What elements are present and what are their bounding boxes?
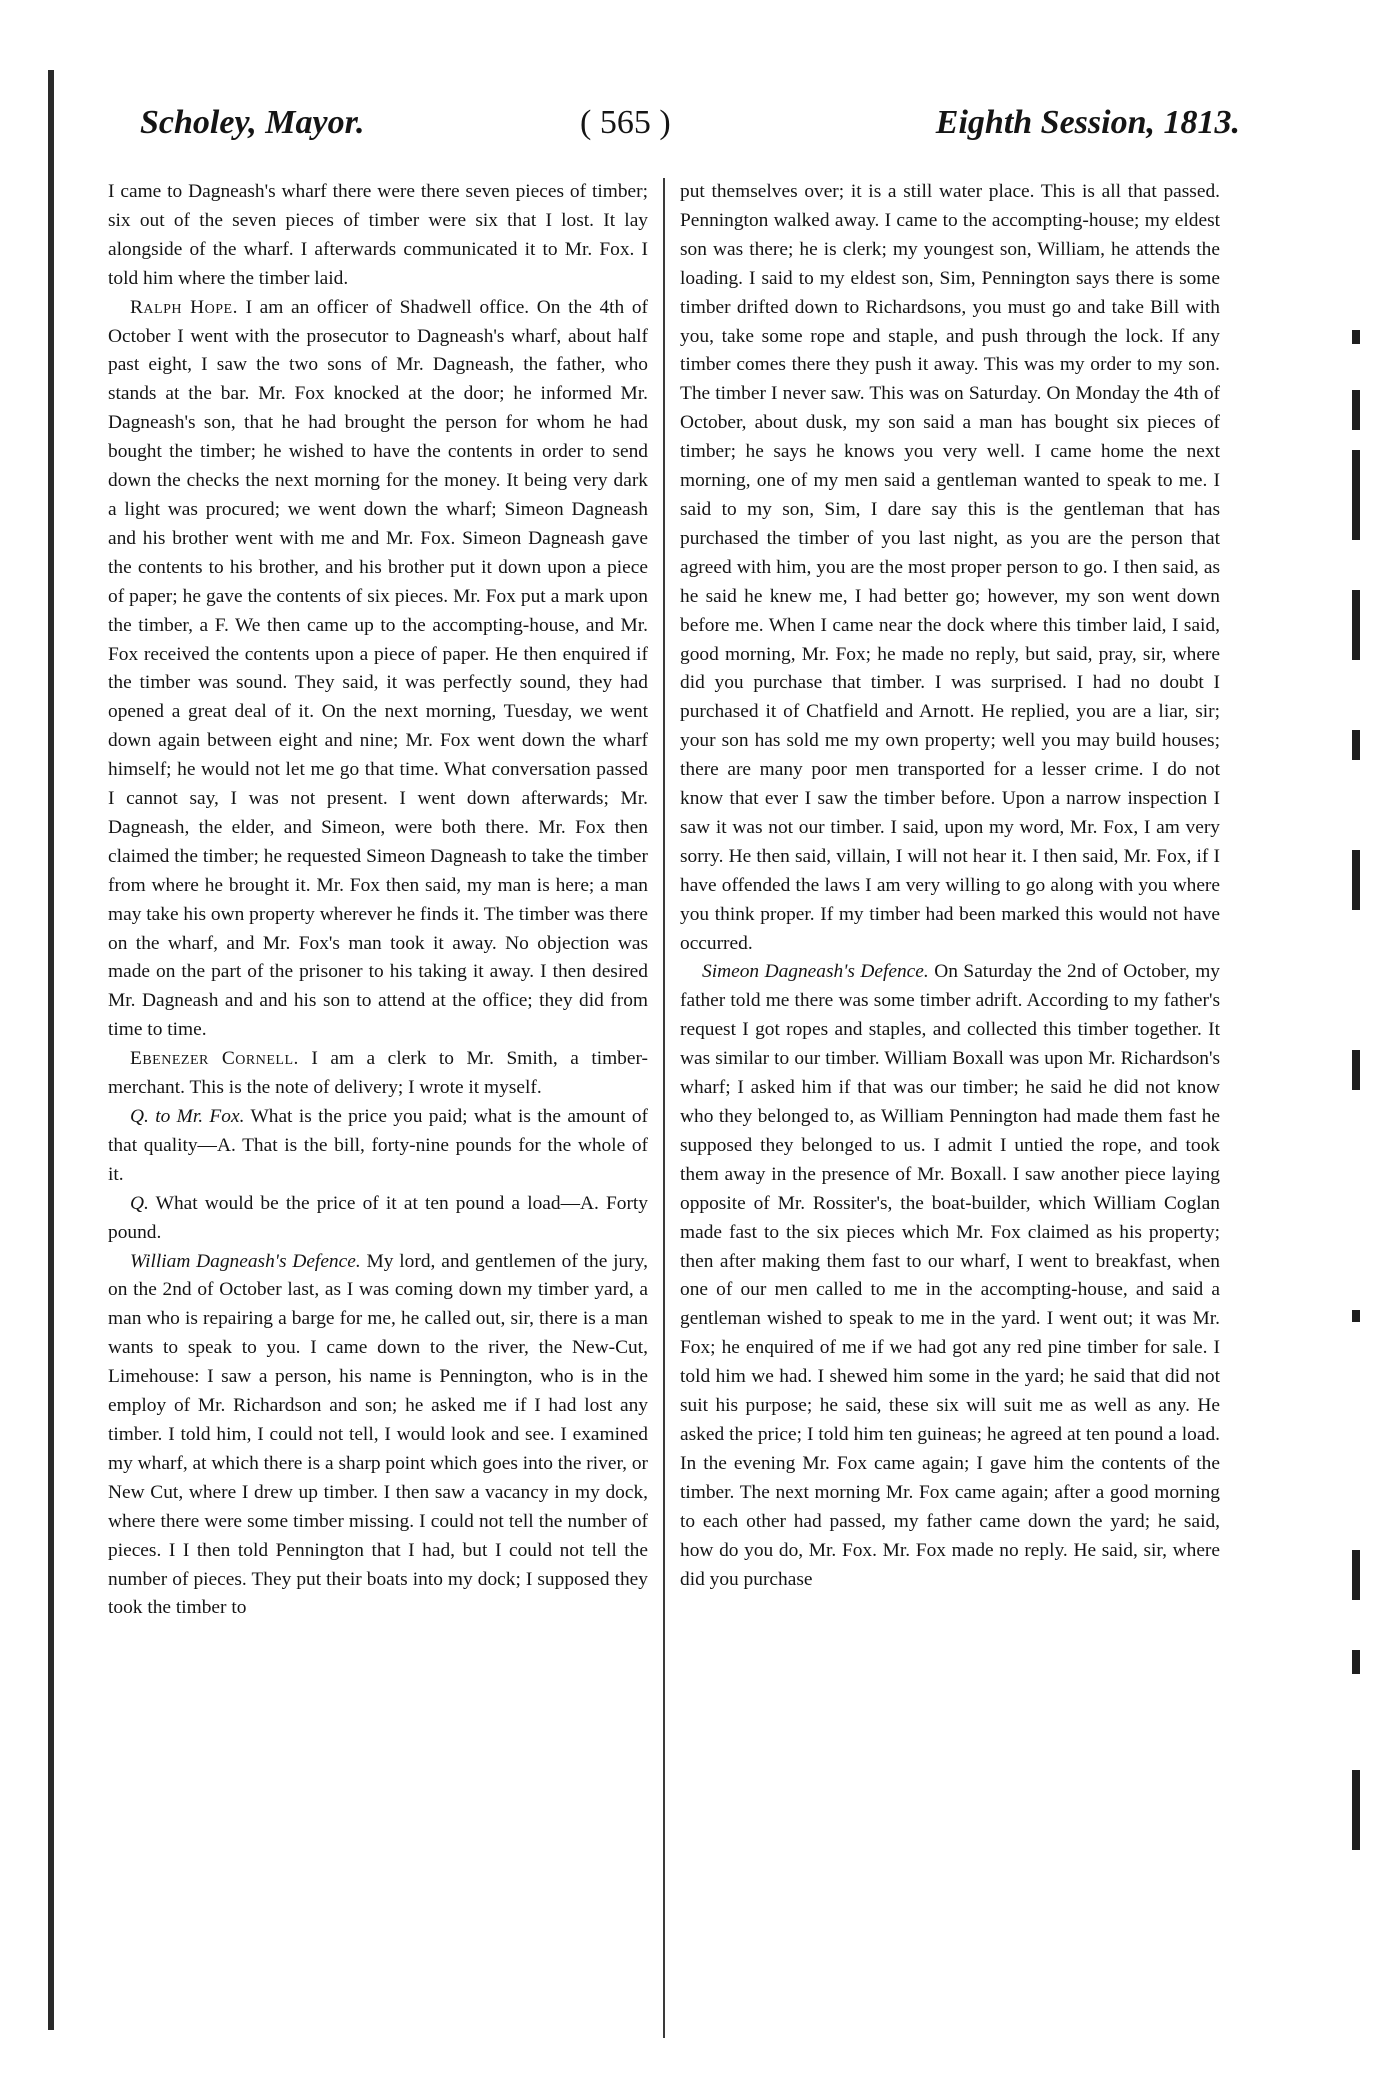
paragraph-text: I am a clerk to Mr. Smith, a timber-merchant. This is the note of delivery; I wrote it myself. [108, 1048, 649, 1099]
paragraph [108, 178, 648, 294]
speaker-name: Ebenezer Cornell. [130, 1048, 299, 1070]
paragraph [108, 1190, 648, 1248]
header-right: Eighth Session, 1813. [935, 104, 1240, 141]
defence-label: Simeon Dagneash's Defence. [702, 961, 929, 983]
scan-mark [1352, 730, 1360, 760]
defence-label: William Dagneash's Defence. [130, 1250, 361, 1272]
scan-mark [1352, 330, 1360, 344]
left-column [108, 178, 648, 2038]
scan-mark [1352, 1650, 1360, 1674]
scan-mark [1352, 450, 1360, 540]
scan-mark [1352, 850, 1360, 910]
paragraph-text: My lord, and gentlemen of the jury, on the 2nd of October last, as I was coming down my timber yard, a man who is repairing a barge for me, he called out, sir, there is a man wants to speak to you. I came down to the river, the New-Cut, Limehouse: I saw a person, his name is Pennington, who is in the employ of Mr. Richardson and son; he asked me if I had lost any timber. I told him, I could not tell, I would look and see. I examined my wharf, at which there is a sharp point which goes into the river, or New Cut, where I drew up timber. I then saw a vacancy in my dock, where there were some timber missing. I could not tell the number of pieces. I I then told Pennington that I had, but I could not tell the number of pieces. They put their boats into my dock; I supposed they took the timber to [108, 1250, 648, 1619]
paragraph-text: What would be the price of it at ten pound a load—A. Forty pound. [108, 1192, 648, 1243]
text-columns [108, 178, 1250, 2038]
paragraph [108, 1248, 648, 1624]
paragraph-text: I am an officer of Shadwell office. On the 4th of October I went with the prosecutor to Dagneash's wharf, about half past eight, I saw the two sons of Mr. Dagneash, the father, who stands at the bar. Mr. Fox knocked at the door; he informed Mr. Dagneash's son, that he had brought the person for whom he had bought the timber; he wished to have the contents in order to send down the checks the next morning for the money. It being very dark a light was procured; we went down the wharf; Simeon Dagneash and his brother went with me and Mr. Fox. Simeon Dagneash gave the contents to his brother, and his brother put it down upon a piece of paper; he gave the contents of six pieces. Mr. Fox put a mark upon the timber, a F. We then came up to the accompting-house, and Mr. Fox received the contents upon a piece of paper. He then enquired if the timber was sound. They said, it was perfectly sound, they had opened a great deal of it. On the next morning, Tuesday, we went down again between eight and nine; Mr. Fox went down the wharf himself; he would not let me go that time. What conversation passed I cannot say, I was not present. I went down afterwards; Mr. Dagneash, the elder, and Simeon, were both there. Mr. Fox then claimed the timber; he requested Simeon Dagneash to take the timber from where he brought it. Mr. Fox then said, my man is here; a man may take his own property wherever he finds it. The timber was there on the wharf, and Mr. Fox's man took it away. No objection was made on the part of the prisoner to his taking it away. I then desired Mr. Dagneash and and his son to attend at the office; they did from time to time. [108, 296, 649, 1041]
paragraph-text: I came to Dagneash's wharf there were there seven pieces of timber; six out of the seven pieces of timber were six that I lost. It lay alongside of the wharf. I afterwards communicated it to Mr. Fox. I told him where the timber laid. [108, 181, 648, 289]
question-label: Q. to Mr. Fox. [130, 1106, 245, 1127]
paragraph-text: On Saturday the 2nd of October, my father told me there was some timber adrift. According to my father's request I got ropes and staples, and collected this timber together. It was similar to our timber. William Boxall was upon Mr. Richardson's wharf; I asked him if that was our timber; he said he did not know who they belonged to, as William Pennington had made them fast he supposed they belonged to us. I admit I untied the rope, and took them away in the presence of Mr. Boxall. I saw another piece laying opposite of Mr. Rossiter's, the boat-builder, which William Coglan made fast to the six pieces which Mr. Fox claimed as his property; then after making them fast to our wharf, I went to breakfast, when one of our men called to me in the accompting-house, and said a gentleman wished to speak to me in the yard. I went out; it was Mr. Fox; he enquired of me if we had got any red pine timber for sale. I told him we had. I shewed him some in the yard; he said that did not suit his purpose; he said, these six will suit me as well as any. He asked the price; I told him ten guineas; he agreed at ten pound a load. In the evening Mr. Fox came again; I gave him the contents of the timber. The next morning Mr. Fox came again; after a good morning to each other had passed, my father came down the yard; he said, how do you do, Mr. Fox. Mr. Fox made no reply. He said, sir, where did you purchase [680, 961, 1220, 1590]
page-number: ( 565 ) [580, 104, 671, 141]
paragraph [680, 958, 1220, 1594]
column-divider [663, 178, 665, 2038]
header-left: Scholey, Mayor. [140, 104, 365, 141]
paragraph [108, 294, 648, 1046]
right-column [680, 178, 1220, 2038]
scan-mark [1352, 1770, 1360, 1850]
left-margin-rule [48, 70, 54, 2030]
scan-mark [1352, 1050, 1360, 1090]
scan-mark [1352, 390, 1360, 430]
speaker-name: Ralph Hope. [130, 296, 238, 318]
paragraph-text: What is the price you paid; what is the amount of that quality—A. That is the bill, forty-nine pounds for the whole of it. [108, 1106, 648, 1185]
paragraph-text: put themselves over; it is a still water place. This is all that passed. Pennington walked away. I came to the accompting-house; my eldest son was there; he is clerk; my youngest son, William, he attends the loading. I said to my eldest son, Sim, Pennington says there is some timber drifted down to Richardsons, you must go and take Bill with you, take some rope and staple, and push through the lock. If any timber comes there they push it away. This was my order to my son. The timber I never saw. This was on Saturday. On Monday the 4th of October, about dusk, my son said a man has bought six pieces of timber; he says he knows you very well. I came home the next morning, one of my men said a gentleman wanted to speak to me. I said to my son, Sim, I dare say this is the gentleman that has purchased the timber of you last night, as you are the person that agreed with him, you are the most proper person to go. I then said, as he said he knew me, I had better go; however, my son went down before me. When I came near the dock where this timber laid, I said, good morning, Mr. Fox; he made no reply, but said, pray, sir, where did you purchase that timber. I was surprised. I had no doubt I purchased it of Chatfield and Arnott. He replied, you are a liar, sir; your son has sold me my own property; well you may build houses; there are many poor men transported for a lesser crime. I do not know that ever I saw the timber before. Upon a narrow inspection I saw it was not our timber. I said, upon my word, Mr. Fox, I am very sorry. He then said, villain, I will not hear it. I then said, Mr. Fox, if I have offended the laws I am very willing to go along with you where you think proper. If my timber had been marked this would not have occurred. [680, 181, 1220, 954]
paragraph [108, 1103, 648, 1190]
question-label: Q. [130, 1192, 149, 1214]
paragraph [108, 1045, 648, 1103]
scan-edge-marks [1352, 330, 1362, 1890]
scan-mark [1352, 1550, 1360, 1600]
paragraph [680, 178, 1220, 958]
scan-mark [1352, 1310, 1360, 1322]
scan-mark [1352, 590, 1360, 660]
page-header [140, 104, 1240, 154]
